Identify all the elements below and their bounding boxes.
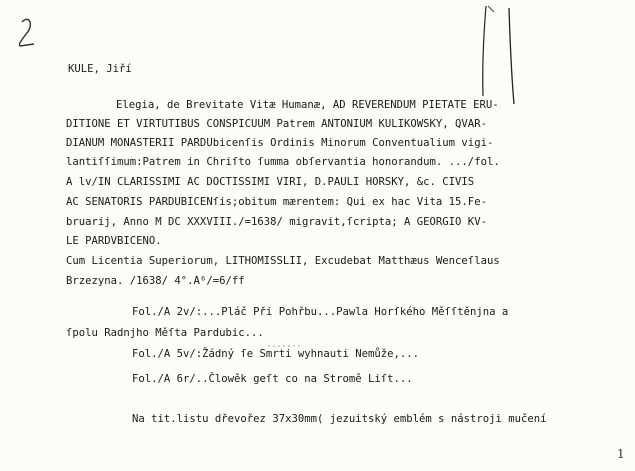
pen-tick	[488, 6, 494, 12]
body-line: AC SENATORIS PARDUBICENſis;obitum mærentem: Qui ex hac Vita 15.Fe-	[66, 196, 487, 208]
body-line: DITIONE ET VIRTUTIBUS CONSPICUUM Patrem ANTONIUM KULIKOWSKY, QVAR-	[66, 118, 487, 130]
body-line: Elegia, de Brevitate Vitæ Humanæ, AD REVERENDUM PIETATE ERU-	[116, 99, 499, 111]
folio-line: Fol./A 6r/..Člowěk geſt co na Stromě Liſt...	[132, 373, 413, 385]
handwritten-two-mark	[19, 19, 34, 46]
body-line: LE PARDVBICENO.	[66, 235, 162, 247]
body-line: bruarij, Anno M DC XXXVIII./=1638/ migravit,ſcripta; A GEORGIO KV-	[66, 216, 487, 228]
folio-line: ſpolu Radnjho Měſta Pardubic...	[66, 327, 264, 339]
page-mark: 1	[617, 447, 625, 461]
pen-stroke-left	[483, 6, 486, 96]
pen-stroke-right	[509, 8, 514, 104]
body-line: lantiſſimum:Patrem in Chriſto ſumma obſervantia honorandum. .../fol.	[66, 156, 500, 168]
folio-line: Fol./A 2v/:...Pláč Při Pohřbu...Pawla Horſkého Měſſtěnjna a	[132, 306, 509, 318]
title-page-note: Na tit.listu dřevořez 37x30mm( jezuitský emblém s nástroji mučení	[132, 413, 547, 425]
body-line: DIANUM MONASTERII PARDUbicenſis Ordinis Minorum Conventualium vigi-	[66, 137, 494, 149]
body-line: A lv/IN CLARISSIMI AC DOCTISSIMI VIRI, D.PAULI HORSKY, &c. CIVIS	[66, 176, 475, 188]
folio-line: Fol./A 5v/:Žádný ſe Smrti wyhnauti Nemůže,...	[132, 348, 420, 360]
body-line: Brzezyna. /1638/ 4°.A⁶/=6/ff	[66, 275, 245, 287]
heading: KULE, Jiří	[68, 63, 132, 75]
body-line: Cum Licentia Superiorum, LITHOMISSLII, Excudebat Matthæus Wenceſlaus	[66, 255, 500, 267]
